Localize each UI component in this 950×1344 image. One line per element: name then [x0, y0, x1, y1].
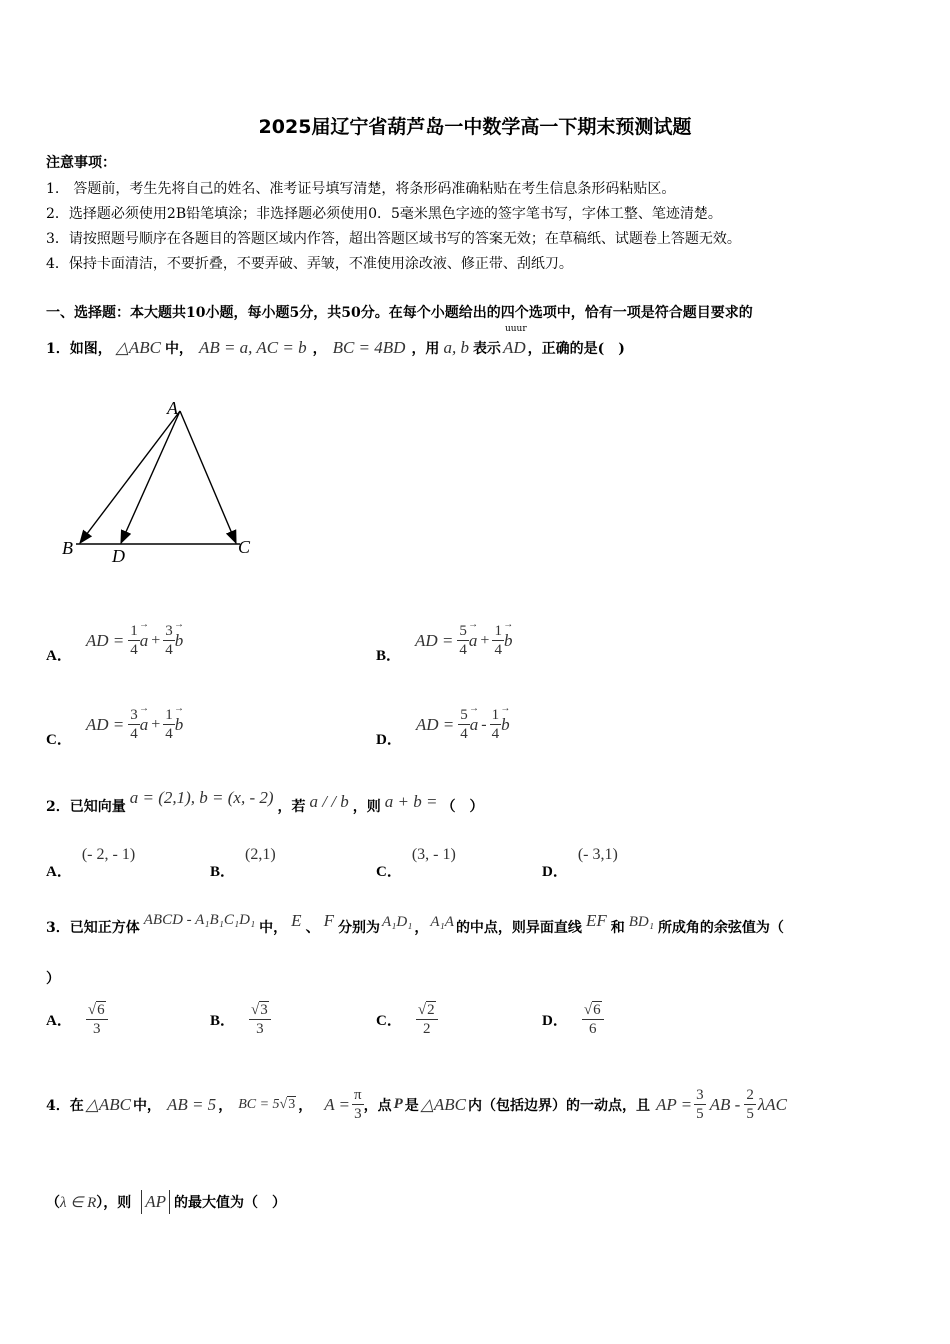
q4-bc: BC = 5	[238, 1096, 280, 1112]
radicand: 3	[260, 1002, 268, 1018]
option-label: B．	[210, 1013, 236, 1029]
vector-a: a →	[470, 715, 479, 735]
section-heading: 一、选择题：本大题共10小题，每小题5分，共50分。在每个小题给出的四个选项中，恰有一项是符合题目要求的	[46, 305, 753, 321]
q4-number: 4．在	[46, 1097, 84, 1114]
q3-ef: EF	[585, 911, 607, 930]
q1-text: 中，	[164, 341, 193, 357]
operator: +	[151, 715, 161, 733]
vector-b: b →	[501, 715, 510, 735]
coef-den: 4	[460, 726, 468, 742]
q3-point-e: E	[291, 911, 302, 930]
q2-sum: a + b =	[384, 792, 438, 811]
denominator: 6	[588, 1021, 597, 1037]
option-label: C．	[376, 864, 402, 880]
notice-heading: 注意事项：	[46, 155, 116, 171]
q4-text: （	[46, 1195, 60, 1211]
q4-text: 的最大值为（ ）	[174, 1195, 287, 1211]
triangle-figure	[58, 395, 268, 570]
question-3	[46, 911, 784, 937]
q4-text: ，点	[363, 1097, 392, 1114]
option-lhs: AD =	[85, 630, 125, 650]
question-2	[46, 788, 484, 816]
q2-option-d[interactable]	[542, 846, 618, 881]
notice-item: 2．选择题必须使用2B铅笔填涂；非选择题必须使用0．5毫米黑色字迹的签字笔书写，字体工整、笔迹清楚。	[46, 206, 722, 222]
coef-den: 4	[165, 726, 173, 742]
option-value: (2,1)	[245, 846, 276, 863]
coef-num: 1	[165, 707, 173, 723]
denominator: 3	[92, 1021, 101, 1037]
option-lhs: AD =	[415, 630, 454, 650]
q1-ab: a, b	[443, 338, 469, 357]
q3-a1a: A₁A	[430, 914, 454, 930]
coef-num: 3	[130, 707, 138, 723]
notice-item: 4．保持卡面清洁，不要折叠，不要弄破、弄皱，不准使用涂改液、修正带、刮纸刀。	[46, 256, 573, 272]
q3-text: ，	[414, 920, 429, 936]
q3-text: 、	[305, 920, 320, 936]
q3-cube: ABCD - A₁B₁C₁D₁	[143, 912, 256, 928]
vector-a: a →	[140, 715, 149, 735]
option-label: B．	[210, 864, 236, 880]
operator: +	[151, 631, 161, 649]
label-d: D	[112, 546, 125, 566]
vector-b: b →	[175, 631, 184, 651]
q4-coef-num: 3	[696, 1087, 704, 1103]
q3-option-c[interactable]: C． $\frac{√2}{2}$	[376, 1001, 438, 1038]
label-a: A	[167, 398, 178, 418]
q4-coef-den: 5	[696, 1106, 704, 1122]
coef-num: 5	[460, 707, 468, 723]
coef-den: 4	[130, 642, 138, 658]
q1-text: ，	[312, 341, 327, 357]
q4-coef-num: 2	[746, 1087, 754, 1103]
q3-number: 3．已知正方体	[46, 920, 140, 936]
q3-point-f: F	[323, 911, 334, 930]
q4-triangle: △ABC	[85, 1094, 131, 1114]
q3-option-d[interactable]: D． $\frac{√6}{6}$	[542, 1001, 604, 1038]
q3-text-close: ）	[46, 971, 60, 987]
coef-num: 1	[491, 707, 500, 723]
q4-ac-term: λAC	[757, 1094, 787, 1114]
label-b: B	[62, 538, 73, 558]
notice-item: 1. 答题前，考生先将自己的姓名、准考证号填写清楚，将条形码准确粘贴在考生信息条形码粘贴区。	[46, 181, 676, 197]
radicand: 6	[593, 1002, 601, 1018]
q4-abs-ap: AP	[141, 1190, 170, 1214]
coef-num: 3	[165, 623, 173, 639]
q4-coef-den: 5	[746, 1106, 754, 1122]
vector-ac	[180, 411, 236, 543]
radicand: 6	[97, 1002, 105, 1018]
q2-option-b[interactable]	[210, 846, 276, 881]
page-title: 2025届辽宁省葫芦岛一中数学高一下期末预测试题	[258, 116, 692, 138]
question-1	[46, 324, 625, 358]
radicand: 2	[427, 1002, 435, 1018]
coef-den: 4	[459, 642, 467, 658]
option-lhs: AD =	[85, 714, 125, 734]
q4-angle-a: A =	[324, 1094, 351, 1114]
q4-lambda: λ ∈ R	[60, 1194, 97, 1211]
q4-text: 中，	[132, 1097, 161, 1114]
q4-triangle-2: △ABC	[420, 1094, 466, 1114]
option-label: A．	[46, 864, 72, 880]
coef-num: 1	[494, 623, 502, 639]
q4-angle-num: π	[354, 1087, 362, 1103]
q1-option-d[interactable]	[376, 700, 510, 749]
vector-b: b →	[504, 631, 513, 651]
q1-option-c[interactable]	[46, 700, 183, 749]
q4-bc-radicand: 3	[288, 1096, 296, 1112]
operator: +	[480, 631, 490, 649]
q3-text: 的中点，则异面直线	[455, 920, 582, 936]
q2-option-a[interactable]	[46, 846, 135, 881]
option-label: A．	[46, 1013, 72, 1029]
coef-num: 1	[130, 623, 138, 639]
denominator: 3	[256, 1021, 264, 1037]
q4-text: 是	[404, 1097, 419, 1114]
vector-a: a →	[140, 631, 149, 651]
q2-option-c[interactable]	[376, 846, 456, 881]
coef-den: 4	[491, 726, 500, 742]
q3-text: 所成角的余弦值为（	[657, 920, 784, 936]
option-value: (3, - 1)	[411, 846, 456, 863]
q3-bd1: BD₁	[628, 914, 654, 930]
option-label: A．	[46, 648, 72, 664]
q2-text: ，若	[277, 799, 306, 815]
vector-b: b →	[175, 715, 184, 735]
option-lhs: AD =	[415, 714, 455, 734]
q2-number: 2．已知向量	[46, 799, 126, 815]
q1-eq1: AB = a, AC = b	[198, 338, 307, 357]
vector-a: a →	[469, 631, 478, 651]
option-label: B．	[376, 648, 402, 664]
q3-a1d1: A₁D₁	[381, 914, 413, 930]
option-label: D．	[376, 732, 402, 748]
q4-text: ，	[218, 1097, 233, 1114]
q1-option-a[interactable]	[46, 616, 183, 665]
q3-text: 和	[610, 920, 625, 936]
label-c: C	[238, 537, 251, 557]
q1-triangle: △ABC	[115, 338, 161, 357]
q4-ab-term: AB -	[709, 1094, 741, 1114]
question-4-line-2	[46, 1190, 286, 1214]
q1-ad: AD	[502, 338, 526, 357]
option-value: (- 2, - 1)	[81, 846, 136, 863]
q2-parallel: a / / b	[309, 792, 349, 811]
q4-point-p: P	[393, 1096, 403, 1112]
option-label: C．	[376, 1013, 402, 1029]
q4-text: ，	[298, 1097, 313, 1114]
q1-option-b[interactable]	[376, 616, 512, 665]
q4-angle-den: 3	[354, 1106, 362, 1122]
q4-ab: AB = 5	[166, 1094, 217, 1114]
q2-eq: a = (2,1), b = (x, - 2)	[129, 788, 274, 807]
q2-text: （ ）	[441, 799, 484, 815]
option-label: D．	[542, 1013, 568, 1029]
q3-option-b[interactable]: B． $\frac{√3}{3}$	[210, 1001, 271, 1038]
q1-text: ，用	[411, 341, 440, 357]
coef-num: 5	[459, 623, 467, 639]
q3-option-a[interactable]: A． $\frac{√6}{3}$	[46, 1001, 108, 1038]
coef-den: 4	[130, 726, 138, 742]
q4-ap: AP =	[655, 1094, 693, 1114]
option-label: D．	[542, 864, 568, 880]
q1-eq2: BC = 4BD	[332, 338, 406, 357]
q1-text: ，正确的是( )	[527, 341, 625, 357]
q1-vector-mark: uuur	[504, 324, 527, 334]
q4-text: 内（包括边界）的一动点，且	[467, 1097, 650, 1114]
q3-text: 分别为	[337, 920, 380, 936]
q4-text: ），则	[96, 1195, 132, 1211]
q3-text: 中，	[259, 920, 288, 936]
question-4: 4．在 △ABC 中， AB = 5 ， BC = 5 √3 ， A = $\frac{\pi}{3}$ ，点 P 是 △ABC 内（包括边界）的一动点，且 AP = $\frac{3}{5}$ AB - $\frac{2}{5}$ λAC	[46, 1087, 787, 1122]
notice-item: 3．请按照题号顺序在各题目的答题区域内作答，超出答题区域书写的答案无效；在草稿纸、试题卷上答题无效。	[46, 231, 741, 247]
coef-den: 4	[494, 642, 502, 658]
option-label: C．	[46, 732, 72, 748]
coef-den: 4	[165, 642, 173, 658]
q1-number: 1．如图，	[46, 341, 112, 357]
denominator: 2	[422, 1021, 431, 1037]
q1-text: 表示	[472, 341, 501, 357]
operator: -	[481, 715, 487, 733]
option-value: (- 3,1)	[577, 846, 618, 863]
q2-text: ，则	[352, 799, 381, 815]
